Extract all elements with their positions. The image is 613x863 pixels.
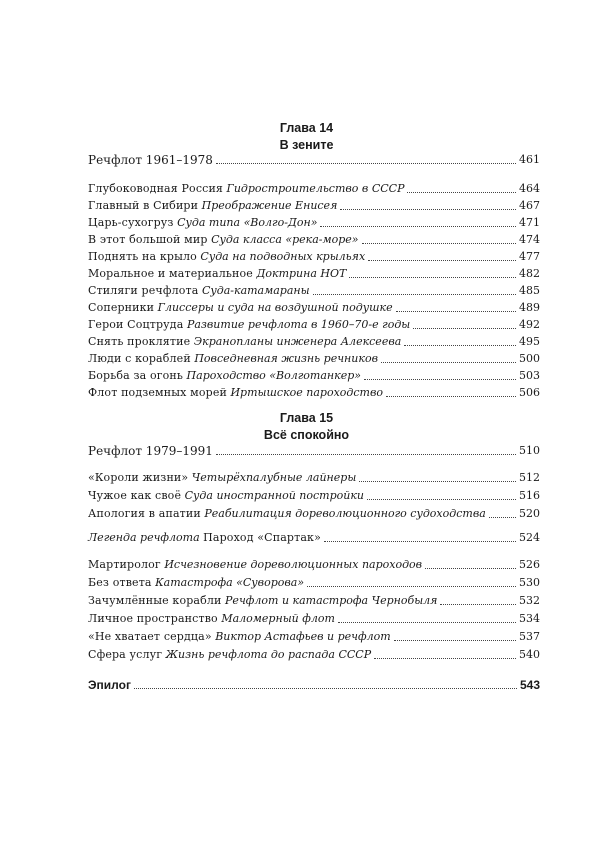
entry-title: Борьба за огонь [88, 369, 184, 382]
page-number: 461 [519, 153, 540, 166]
leader-dots [362, 242, 516, 244]
entry-title: Поднять на крыло [88, 250, 197, 263]
leader-dots [307, 585, 516, 587]
page-number: 543 [519, 678, 540, 692]
page-number: 524 [519, 531, 540, 544]
toc-entry[interactable] [88, 316, 540, 332]
leader-dots [425, 567, 516, 569]
entry-title: Легенда речфлота [88, 531, 200, 544]
toc-entry[interactable] [88, 610, 540, 626]
toc-entry[interactable] [88, 469, 540, 485]
toc-entry[interactable] [88, 197, 540, 213]
chapter-15-section[interactable] [88, 442, 540, 458]
entry-subtitle: Маломерный флот [221, 612, 335, 625]
entry-title: Снять проклятие [88, 335, 191, 348]
page-number: 477 [519, 250, 540, 263]
section-title: Речфлот 1979–1991 [88, 444, 213, 458]
entry-title: Чужое как своё [88, 489, 182, 502]
page-number: 506 [519, 386, 540, 399]
entry-title: Глубоководная Россия [88, 182, 224, 195]
leader-dots [394, 639, 516, 641]
page-number: 512 [519, 471, 540, 484]
toc-entry[interactable] [88, 505, 540, 521]
entry-subtitle: Пароходство «Волготанкер» [186, 369, 361, 382]
toc-entry[interactable] [88, 299, 540, 315]
toc-entry[interactable] [88, 628, 540, 644]
toc-entry[interactable] [88, 231, 540, 247]
entry-subtitle: Суда класса «река-море» [211, 233, 359, 246]
page-number: 485 [519, 284, 540, 297]
leader-dots [386, 395, 516, 397]
entry-subtitle: Суда на подводных крыльях [200, 250, 366, 263]
entry-title: Мартиролог [88, 558, 161, 571]
leader-dots [381, 361, 516, 363]
entry-title: В этот большой мир [88, 233, 208, 246]
toc-entry-legend[interactable] [88, 529, 540, 545]
page-number: 464 [519, 182, 540, 195]
leader-dots [413, 327, 516, 329]
leader-dots [404, 344, 516, 346]
toc-entry[interactable] [88, 248, 540, 264]
page-number: 495 [519, 335, 540, 348]
page-number: 537 [519, 630, 540, 643]
toc-entry[interactable] [88, 574, 540, 590]
toc-entry[interactable] [88, 333, 540, 349]
page-number: 489 [519, 301, 540, 314]
leader-dots [367, 498, 516, 500]
entry-subtitle: Экранопланы инженера Алексеева [193, 335, 402, 348]
page-number: 520 [519, 507, 540, 520]
leader-dots [396, 310, 516, 312]
leader-dots [134, 687, 517, 689]
page-number: 540 [519, 648, 540, 661]
entry-subtitle: Суда типа «Волго-Дон» [177, 216, 318, 229]
page-number: 467 [519, 199, 540, 212]
entry-subtitle: Речфлот и катастрофа Чернобыля [225, 594, 438, 607]
entry-subtitle: Преображение Енисея [201, 199, 338, 212]
entry-title: «Не хватает сердца» [88, 630, 212, 643]
entry-subtitle: Доктрина НОТ [256, 267, 347, 280]
page-number: 503 [519, 369, 540, 382]
chapter-15-title: Всё спокойно [263, 428, 350, 442]
entry-title: «Короли жизни» [88, 471, 189, 484]
leader-dots [364, 378, 516, 380]
toc-entry[interactable] [88, 487, 540, 503]
entry-subtitle: Развитие речфлота в 1960–70-е годы [186, 318, 411, 331]
leader-dots [489, 516, 516, 518]
leader-dots [216, 453, 516, 455]
entry-title: Герои Соцтруда [88, 318, 184, 331]
leader-dots [368, 259, 516, 261]
entry-title: Стиляги речфлота [88, 284, 199, 297]
leader-dots [407, 191, 516, 193]
leader-dots [313, 293, 516, 295]
page-number: 492 [519, 318, 540, 331]
toc-entry[interactable] [88, 367, 540, 383]
entry-subtitle: Пароход «Спартак» [203, 531, 321, 544]
toc-entry[interactable] [88, 180, 540, 196]
leader-dots [216, 162, 516, 164]
entry-title: Личное пространство [88, 612, 218, 625]
epilogue-title: Эпилог [88, 678, 131, 692]
entry-subtitle: Суда-катамараны [201, 284, 310, 297]
entry-title: Сфера услуг [88, 648, 163, 661]
entry-subtitle: Повседневная жизнь речников [194, 352, 378, 365]
toc-entry[interactable] [88, 646, 540, 662]
entry-title: Апология в апатии [88, 507, 201, 520]
entry-subtitle: Гидростроительство в СССР [226, 182, 405, 195]
entry-subtitle: Реабилитация дореволюционного судоходства [204, 507, 486, 520]
entry-subtitle: Катастрофа «Суворова» [155, 576, 305, 589]
leader-dots [340, 208, 516, 210]
entry-subtitle: Исчезновение дореволюционных пароходов [164, 558, 423, 571]
toc-entry[interactable] [88, 282, 540, 298]
leader-dots [320, 225, 516, 227]
page-number: 530 [519, 576, 540, 589]
page-number: 532 [519, 594, 540, 607]
chapter-14-section[interactable] [88, 151, 540, 167]
toc-entry[interactable] [88, 350, 540, 366]
toc-entry[interactable] [88, 265, 540, 281]
page-number: 474 [519, 233, 540, 246]
page-number: 510 [519, 444, 540, 457]
entry-title: Без ответа [88, 576, 152, 589]
leader-dots [349, 276, 516, 278]
chapter-14-label: Глава 14 [279, 121, 334, 135]
page-number: 526 [519, 558, 540, 571]
toc-entry[interactable] [88, 384, 540, 400]
entry-title: Главный в Сибири [88, 199, 199, 212]
page-number: 482 [519, 267, 540, 280]
page-number: 471 [519, 216, 540, 229]
section-title: Речфлот 1961–1978 [88, 153, 213, 167]
epilogue-entry[interactable] [88, 676, 540, 692]
chapter-15-label: Глава 15 [279, 411, 334, 425]
leader-dots [440, 603, 516, 605]
leader-dots [324, 540, 516, 542]
leader-dots [374, 657, 516, 659]
entry-subtitle: Четырёхпалубные лайнеры [191, 471, 357, 484]
entry-subtitle: Виктор Астафьев и речфлот [215, 630, 391, 643]
entry-title: Люди с кораблей [88, 352, 191, 365]
entry-title: Царь-сухогруз [88, 216, 174, 229]
toc-entry[interactable] [88, 556, 540, 572]
entry-subtitle: Глиссеры и суда на воздушной подушке [157, 301, 393, 314]
page-number: 516 [519, 489, 540, 502]
page-number: 534 [519, 612, 540, 625]
leader-dots [338, 621, 516, 623]
page-number: 500 [519, 352, 540, 365]
entry-title: Флот подземных морей [88, 386, 227, 399]
leader-dots [359, 480, 516, 482]
chapter-14-title: В зените [279, 138, 334, 152]
toc-entry[interactable] [88, 592, 540, 608]
toc-entry[interactable] [88, 214, 540, 230]
entry-subtitle: Иртышское пароходство [230, 386, 383, 399]
entry-title: Зачумлённые корабли [88, 594, 222, 607]
entry-title: Соперники [88, 301, 155, 314]
entry-subtitle: Суда иностранной постройки [184, 489, 364, 502]
entry-subtitle: Жизнь речфлота до распада СССР [165, 648, 372, 661]
entry-title: Моральное и материальное [88, 267, 253, 280]
